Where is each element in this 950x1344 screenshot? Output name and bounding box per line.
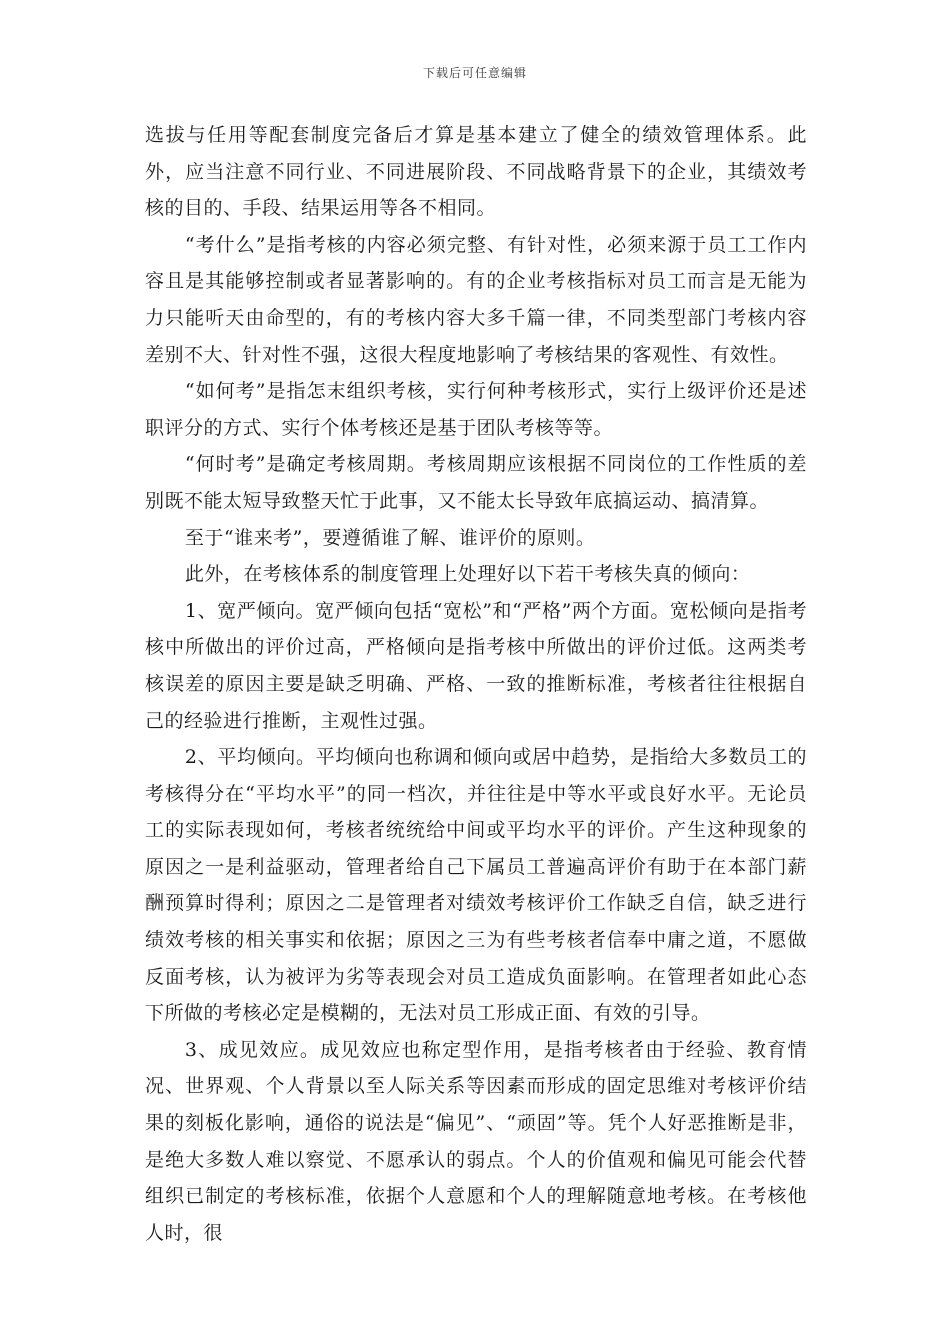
paragraph-4: “何时考”是确定考核周期。考核周期应该根据不同岗位的工作性质的差别既不能太短导致整天忙于此事，又不能太长导致年底搞运动、搞清算。 (145, 453, 807, 512)
page-header-note: 下载后可任意编辑 (422, 66, 527, 80)
paragraph-1: 选拔与任用等配套制度完备后才算是基本建立了健全的绩效管理体系。此外，应当注意不同行业、不同进展阶段、不同战略背景下的企业，其绩效考核的目的、手段、结果运用等各不相同。 (145, 124, 807, 220)
paragraph-6: 此外，在考核体系的制度管理上处理好以下若干考核失真的倾向： (184, 563, 751, 586)
paragraph-5: 至于“谁来考”，要遵循谁了解、谁评价的原则。 (184, 526, 596, 549)
document-body (145, 117, 807, 1251)
paragraph-3: “如何考”是指怎末组织考核，实行何种考核形式，实行上级评价还是述职评分的方式、实行个体考核还是基于团队考核等等。 (145, 380, 807, 439)
paragraph-7: 1、宽严倾向。宽严倾向包括“宽松”和“严格”两个方面。宽松倾向是指考核中所做出的评价过高，严格倾向是指考核中所做出的评价过低。这两类考核误差的原因主要是缺乏明确、严格、一致的推断标准，考核者往往根据自己的经验进行推断，主观性过强。 (145, 599, 807, 732)
paragraph-8: 2、平均倾向。平均倾向也称调和倾向或居中趋势，是指给大多数员工的考核得分在“平均水平”的同一档次，并往往是中等水平或良好水平。无论员工的实际表现如何，考核者统统给中间或平均水平的评价。产生这种现象的原因之一是利益驱动，管理者给自己下属员工普遍高评价有助于在本部门薪酬预算时得利；原因之二是管理者对绩效考核评价工作缺乏自信，缺乏进行绩效考核的相关事实和依据；原因之三为有些考核者信奉中庸之道，不愿做反面考核，认为被评为劣等表现会对员工造成负面影响。在管理者如此心态下所做的考核必定是模糊的，无法对员工形成正面、有效的引导。 (145, 746, 807, 1025)
paragraph-2: “考什么”是指考核的内容必须完整、有针对性，必须来源于员工工作内容且是其能够控制或者显著影响的。有的企业考核指标对员工而言是无能为力只能听天由命型的，有的考核内容大多千篇一律，不同类型部门考核内容差别不大、针对性不强，这很大程度地影响了考核结果的客观性、有效性。 (145, 233, 807, 366)
paragraph-9: 3、成见效应。成见效应也称定型作用，是指考核者由于经验、教育情况、世界观、个人背景以至人际关系等因素而形成的固定思维对考核评价结果的刻板化影响，通俗的说法是“偏见”、“顽固”等。凭个人好恶推断是非，是绝大多数人难以察觉、不愿承认的弱点。个人的价值观和偏见可能会代替组织已制定的考核标准，依据个人意愿和个人的理解随意地考核。在考核他人时，很 (145, 1038, 807, 1244)
